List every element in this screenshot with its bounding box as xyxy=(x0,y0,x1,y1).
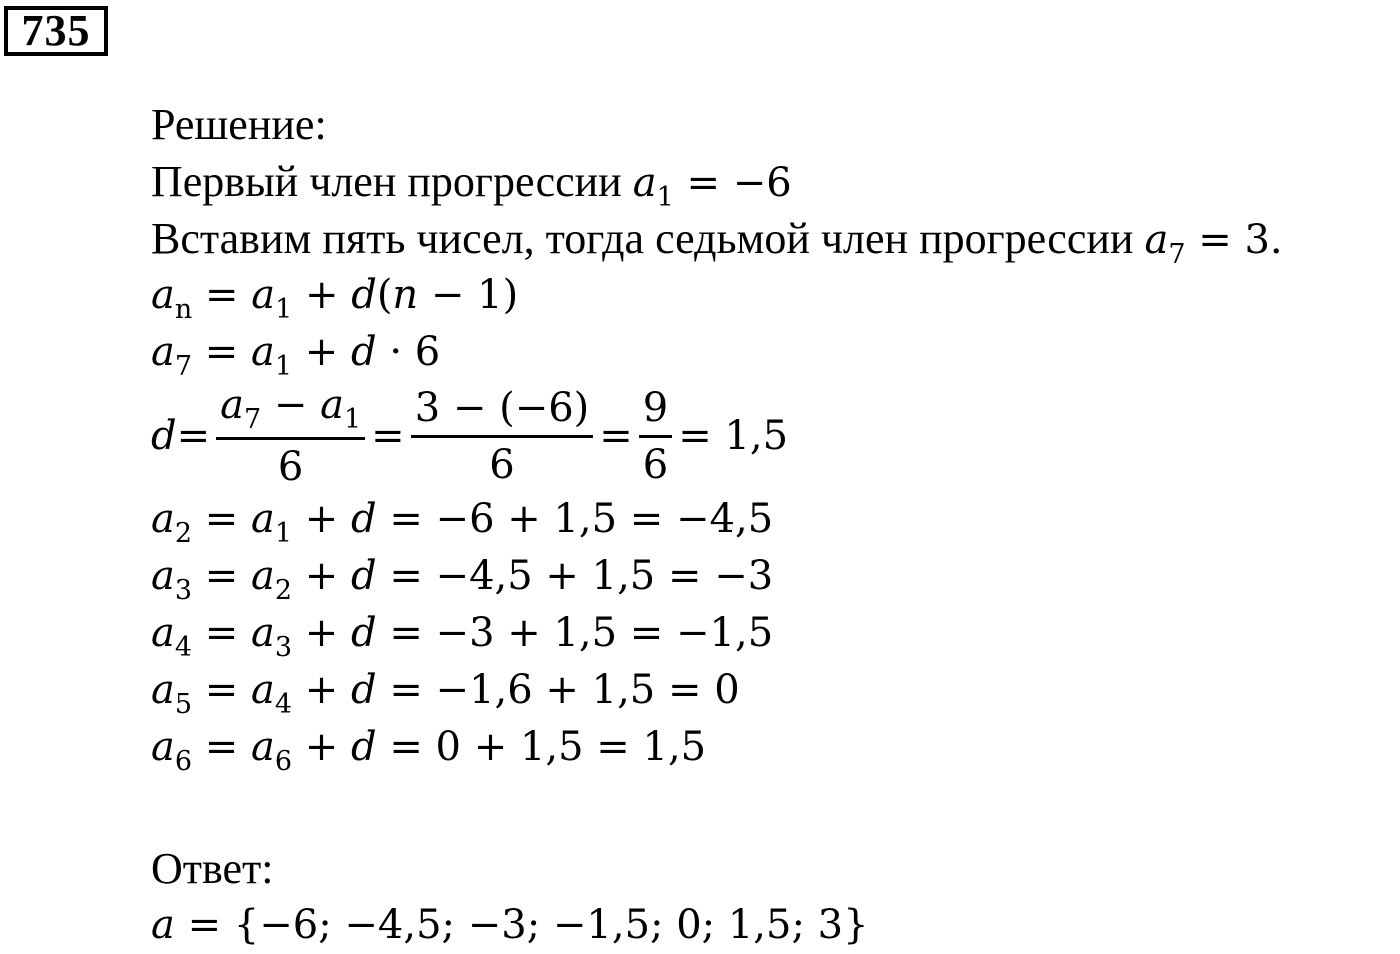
seventh-term-formula: $a_7 = 3$. xyxy=(1144,217,1283,270)
first-term-formula: $a_1 = -6$ xyxy=(632,160,792,213)
answer-label: Ответ: xyxy=(151,844,274,893)
term-row: $a_2 = a_1 + d = -6 + 1,5 = -4,5$ xyxy=(151,496,774,549)
answer-set: a = {−6; −4,5; −3; −1,5; 0; 1,5; 3} xyxy=(151,902,869,948)
difference-formula: d = $\frac{a_7 - a_1}{6}$ = $\frac{3 - (-6)}{6}$ = $\frac{9}{6}$ = 1,5 xyxy=(151,382,789,490)
seventh-term-line xyxy=(151,210,1396,270)
first-term-text: Первый член прогрессии xyxy=(151,157,633,206)
spacer xyxy=(151,776,1396,840)
fraction-2: $\frac{3 - (-6)}{6}$ xyxy=(411,383,594,490)
term-row: $a_3 = a_2 + d = -4,5 + 1,5 = -3$ xyxy=(151,553,774,606)
fraction-1: $\frac{a_7 - a_1}{6}$ xyxy=(216,380,365,492)
problem-number-badge: 735 xyxy=(4,6,108,56)
seventh-term-formula-line: $a_7 = a_1 + d \cdot 6$ xyxy=(151,329,441,382)
first-term-line xyxy=(151,153,1396,213)
term-row: $a_4 = a_3 + d = -3 + 1,5 = -1,5$ xyxy=(151,610,774,663)
solution-body xyxy=(151,96,1396,954)
term-row: $a_5 = a_4 + d = -1,6 + 1,5 = 0$ xyxy=(151,667,740,720)
solution-heading: Решение: xyxy=(151,100,327,149)
seventh-term-text: Вставим пять чисел, тогда седьмой член прогрессии xyxy=(151,214,1145,263)
general-formula: $a_n = a_1 + d(n - 1)$ xyxy=(151,272,519,325)
fraction-3: $\frac{9}{6}$ xyxy=(639,383,672,490)
term-row: $a_6 = a_6 + d = 0 + 1,5 = 1,5$ xyxy=(151,724,707,777)
